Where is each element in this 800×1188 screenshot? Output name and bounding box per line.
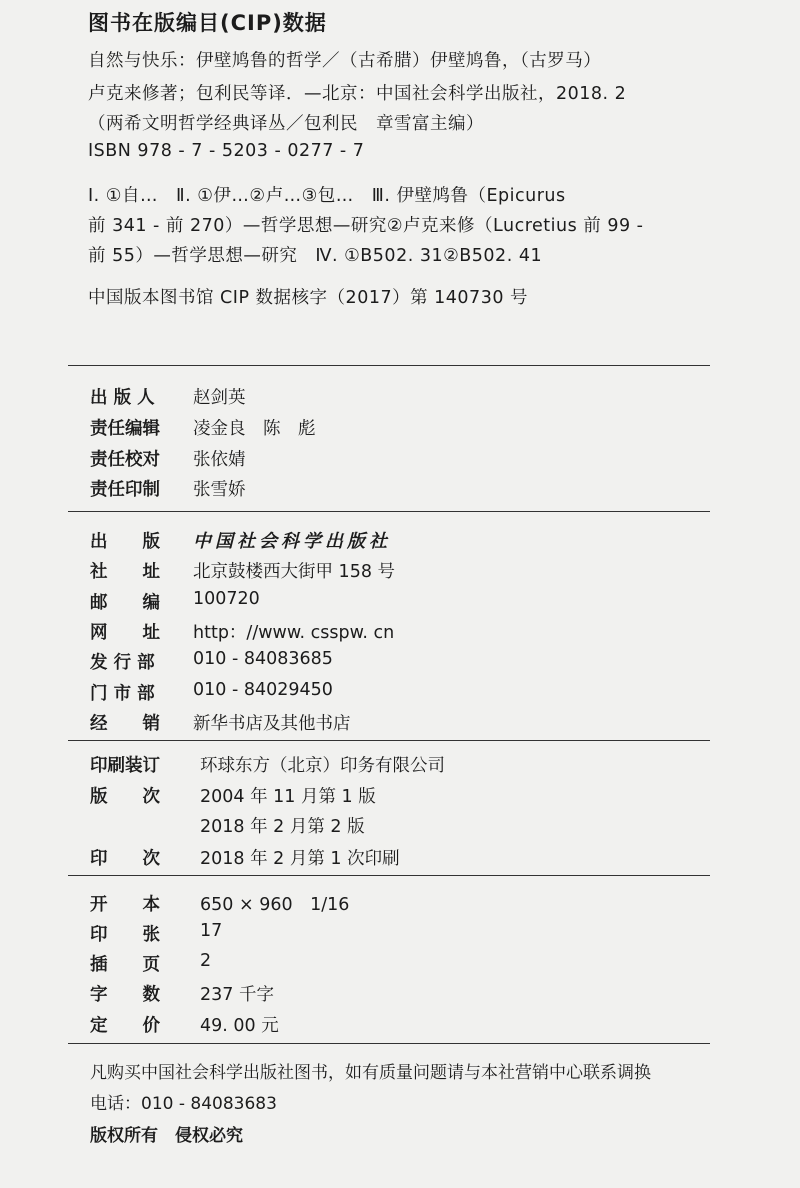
divider <box>68 1043 710 1044</box>
cip-line: 前 341 - 前 270）—哲学思想—研究②卢克来修（Lucretius 前 99 - <box>88 216 644 236</box>
spec-value: 2 <box>200 951 212 971</box>
copyright-notice: 版权所有 侵权必究 <box>90 1126 243 1146</box>
cip-line: Ⅰ. ①自… Ⅱ. ①伊…②卢…③包… Ⅲ. 伊壁鸠鲁（Epicurus <box>88 186 566 206</box>
publisher-label: 经 销 <box>90 714 160 734</box>
publisher-value: 新华书店及其他书店 <box>193 714 351 734</box>
divider <box>68 875 710 876</box>
spec-value: 650 × 960 1/16 <box>200 895 350 915</box>
cip-line: 自然与快乐：伊壁鸠鲁的哲学／（古希腊）伊壁鸠鲁，（古罗马） <box>88 51 602 71</box>
cip-number-line: 中国版本图书馆 CIP 数据核字（2017）第 140730 号 <box>88 288 529 308</box>
printing-value: 环球东方（北京）印务有限公司 <box>200 756 445 776</box>
staff-label: 责任印制 <box>90 480 160 500</box>
staff-value: 赵剑英 <box>193 388 246 408</box>
publisher-label: 邮 编 <box>90 593 160 613</box>
staff-label: 责任编辑 <box>90 419 160 439</box>
service-phone: 电话：010 - 84083683 <box>90 1094 277 1114</box>
spec-label: 定 价 <box>90 1016 160 1036</box>
spec-label: 印 张 <box>90 925 160 945</box>
publisher-label: 出 版 <box>90 532 160 552</box>
cip-line: （两希文明哲学经典译丛／包利民 章雪富主编） <box>88 114 484 134</box>
staff-value: 张雪娇 <box>193 480 246 500</box>
divider <box>68 511 710 512</box>
cip-line: 卢克来修著；包利民等译．—北京：中国社会科学出版社，2018. 2 <box>88 84 627 104</box>
printing-value: 2018 年 2 月第 2 版 <box>200 817 365 837</box>
publisher-value: 北京鼓楼西大街甲 158 号 <box>193 562 396 582</box>
isbn-line: ISBN 978 - 7 - 5203 - 0277 - 7 <box>88 141 365 161</box>
printing-label: 印 次 <box>90 849 160 869</box>
staff-value: 张依婧 <box>193 450 246 470</box>
spec-label: 字 数 <box>90 985 160 1005</box>
spec-label: 插 页 <box>90 955 160 975</box>
printing-value: 2018 年 2 月第 1 次印刷 <box>200 849 400 869</box>
publisher-label: 网 址 <box>90 623 160 643</box>
publisher-value: 010 - 84029450 <box>193 680 333 700</box>
publisher-value: 100720 <box>193 589 260 609</box>
printing-label: 版 次 <box>90 787 160 807</box>
spec-label: 开 本 <box>90 895 160 915</box>
staff-label: 责任校对 <box>90 450 160 470</box>
publisher-value: 010 - 84083685 <box>193 649 333 669</box>
publisher-label: 门 市 部 <box>90 684 155 704</box>
cip-line: 前 55）—哲学思想—研究 Ⅳ. ①B502. 31②B502. 41 <box>88 246 543 266</box>
staff-label: 出 版 人 <box>90 388 155 408</box>
publisher-label: 发 行 部 <box>90 653 155 673</box>
spec-value: 17 <box>200 921 223 941</box>
price-value: 49. 00 元 <box>200 1016 279 1036</box>
printing-label: 印刷装订 <box>90 756 160 776</box>
divider <box>68 365 710 366</box>
publisher-name-logotype: 中国社会科学出版社 <box>193 531 391 552</box>
website-value: http：//www. csspw. cn <box>193 623 395 643</box>
staff-value: 凌金良 陈 彪 <box>193 419 316 439</box>
quality-notice: 凡购买中国社会科学出版社图书，如有质量问题请与本社营销中心联系调换 <box>90 1063 651 1083</box>
cip-title: 图书在版编目(CIP)数据 <box>88 11 327 35</box>
publisher-label: 社 址 <box>90 562 160 582</box>
divider <box>68 740 710 741</box>
spec-value: 237 千字 <box>200 985 274 1005</box>
printing-value: 2004 年 11 月第 1 版 <box>200 787 376 807</box>
